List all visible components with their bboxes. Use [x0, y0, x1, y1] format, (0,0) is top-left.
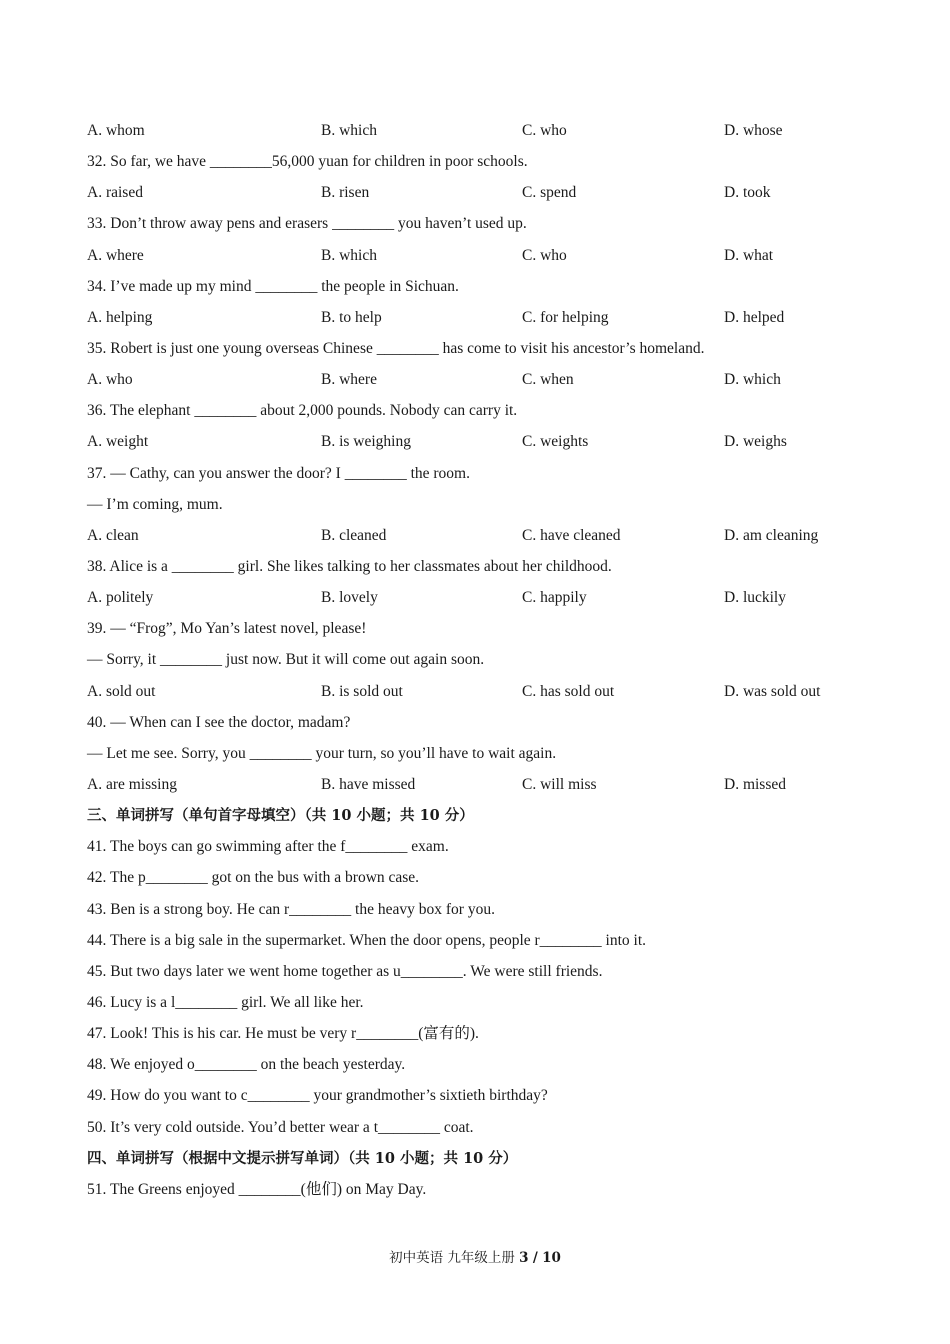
question-text: 44. There is a big sale in the supermarket. When the door opens, people r________ into it. — [87, 931, 647, 949]
question-text: 38. Alice is a ________ girl. She likes talking to her classmates about her childhood. — [87, 557, 612, 575]
answer-option: A. where — [87, 246, 144, 264]
answer-options — [87, 522, 887, 553]
answer-option: A. raised — [87, 184, 143, 202]
answer-options — [87, 366, 887, 397]
answer-option: B. have missed — [321, 775, 416, 793]
answer-option: B. which — [321, 246, 377, 264]
answer-option: C. for helping — [522, 308, 609, 326]
answer-option: A. who — [87, 371, 133, 389]
answer-option: B. to help — [321, 308, 382, 326]
answer-option: D. took — [724, 184, 771, 202]
question-text: — I’m coming, mum. — [87, 495, 223, 513]
answer-option: C. have cleaned — [522, 526, 621, 544]
answer-option: A. weight — [87, 433, 149, 451]
answer-option: D. what — [724, 246, 774, 264]
question-text: 34. I’ve made up my mind ________ the people in Sichuan. — [87, 277, 459, 295]
answer-option: B. is weighing — [321, 433, 411, 451]
section-heading: 四、单词拼写（根据中文提示拼写单词）（共 10 小题；共 10 分） — [87, 1149, 518, 1167]
question-text: 48. We enjoyed o________ on the beach yesterday. — [87, 1056, 406, 1074]
answer-option: C. spend — [522, 184, 577, 202]
answer-option: D. helped — [724, 308, 785, 326]
question-text: 51. The Greens enjoyed ________(他们) on May Day. — [87, 1180, 427, 1198]
answer-options — [87, 304, 887, 335]
question-text: 46. Lucy is a l________ girl. We all like her. — [87, 993, 364, 1011]
answer-option: D. weighs — [724, 433, 787, 451]
answer-options — [87, 179, 887, 210]
question-text: 32. So far, we have ________56,000 yuan for children in poor schools. — [87, 153, 528, 171]
answer-option: C. will miss — [522, 775, 597, 793]
answer-option: D. luckily — [724, 589, 786, 607]
answer-option: C. happily — [522, 589, 587, 607]
question-text: 41. The boys can go swimming after the f________ exam. — [87, 838, 449, 856]
question-text: 45. But two days later we went home together as u________. We were still friends. — [87, 962, 603, 980]
answer-option: A. are missing — [87, 775, 177, 793]
answer-option: B. lovely — [321, 589, 378, 607]
question-text: 37. — Cathy, can you answer the door? I ________ the room. — [87, 464, 470, 482]
question-text: 36. The elephant ________ about 2,000 pounds. Nobody can carry it. — [87, 402, 518, 420]
question-text: 49. How do you want to c________ your grandmother’s sixtieth birthday? — [87, 1087, 548, 1105]
question-text: 35. Robert is just one young overseas Chinese ________ has come to visit his ancestor’s homeland. — [87, 339, 705, 357]
answer-options — [87, 584, 887, 615]
answer-option: A. politely — [87, 589, 154, 607]
answer-option: C. has sold out — [522, 682, 615, 700]
page-content — [87, 117, 887, 1207]
answer-option: A. whom — [87, 122, 145, 139]
answer-options — [87, 771, 887, 802]
answer-option: A. sold out — [87, 682, 156, 700]
answer-option: D. whose — [724, 122, 783, 139]
answer-option: B. is sold out — [321, 682, 403, 700]
question-text: 40. — When can I see the doctor, madam? — [87, 713, 351, 731]
question-text: 42. The p________ got on the bus with a brown case. — [87, 869, 420, 887]
answer-options — [87, 678, 887, 709]
question-text: — Let me see. Sorry, you ________ your turn, so you’ll have to wait again. — [87, 744, 557, 762]
question-text: 50. It’s very cold outside. You’d better wear a t________ coat. — [87, 1118, 474, 1136]
answer-option: C. who — [522, 246, 567, 264]
answer-options — [87, 117, 887, 148]
answer-option: B. which — [321, 122, 377, 139]
answer-option: C. when — [522, 371, 574, 389]
question-text: — Sorry, it ________ just now. But it will come out again soon. — [87, 651, 485, 669]
page-separator: / — [532, 1250, 538, 1266]
answer-option: D. was sold out — [724, 682, 821, 700]
page-number: 3 — [519, 1250, 529, 1266]
answer-option: B. where — [321, 371, 377, 389]
answer-option: D. missed — [724, 775, 786, 793]
question-text: 43. Ben is a strong boy. He can r________ the heavy box for you. — [87, 900, 495, 918]
page-footer — [0, 1246, 950, 1266]
answer-option: B. risen — [321, 184, 370, 202]
page-total: 10 — [542, 1250, 561, 1266]
answer-options — [87, 428, 887, 459]
answer-option: A. clean — [87, 526, 139, 544]
answer-option: A. helping — [87, 308, 153, 326]
question-text: 39. — “Frog”, Mo Yan’s latest novel, please! — [87, 620, 367, 638]
answer-option: C. weights — [522, 433, 589, 451]
answer-option: B. cleaned — [321, 526, 387, 544]
answer-options — [87, 242, 887, 273]
question-text: 33. Don’t throw away pens and erasers ________ you haven’t used up. — [87, 215, 527, 233]
answer-option: C. who — [522, 122, 567, 139]
section-heading: 三、单词拼写（单句首字母填空）（共 10 小题；共 10 分） — [87, 807, 474, 825]
answer-option: D. am cleaning — [724, 526, 819, 544]
question-text: 47. Look! This is his car. He must be very r________(富有的). — [87, 1025, 479, 1043]
answer-option: D. which — [724, 371, 781, 389]
footer-label: 初中英语 九年级上册 — [389, 1250, 515, 1266]
